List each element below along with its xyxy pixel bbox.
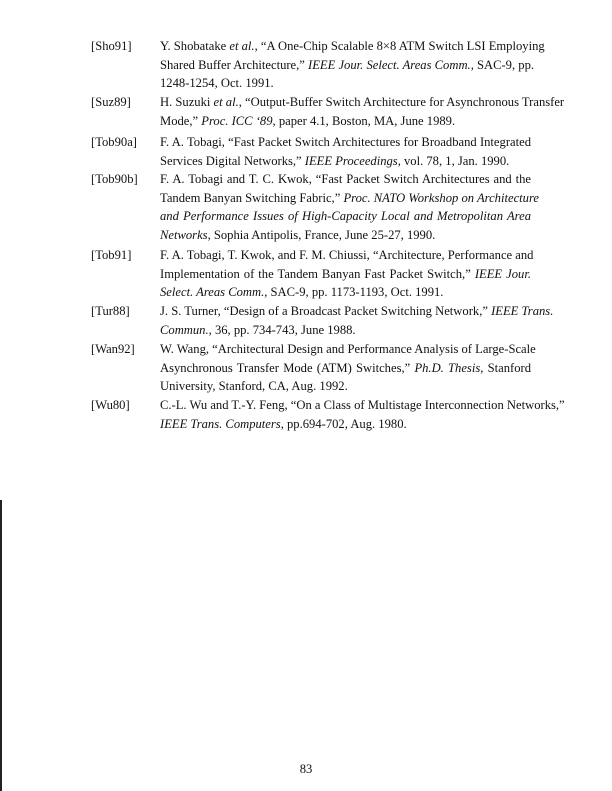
text: F. A. Tobagi, T. Kwok, and F. M. Chiussi, “Architecture, Performance and (160, 248, 534, 262)
reference-line (160, 207, 531, 226)
text: C.-L. Wu and T.-Y. Feng, “On a Class of Multistage Interconnection Networks,” (160, 398, 565, 412)
text: F. A. Tobagi and T. C. Kwok, “Fast Packet Switch Architectures and the (160, 172, 531, 186)
reference-line (160, 415, 531, 434)
italic-text: Networks (160, 227, 208, 242)
text: W. Wang, “Architectural Design and Performance Analysis of Large-Scale (160, 342, 536, 356)
reference-line (160, 226, 531, 245)
reference-line (160, 133, 531, 152)
reference-line (160, 321, 531, 340)
reference-label: [Tur88] (91, 304, 130, 318)
text: , 36, pp. 734-743, June 1988. (208, 322, 356, 337)
reference-label: [Suz89] (91, 95, 131, 109)
text: , SAC-9, pp. 1173-1193, Oct. 1991. (264, 285, 444, 300)
italic-text: Proc. NATO Workshop on Architecture (343, 190, 539, 205)
italic-text: Commun. (160, 322, 209, 337)
reference-text (160, 170, 539, 244)
text: Services Digital Networks,” (160, 153, 305, 168)
text: , pp.694-702, Aug. 1980. (280, 416, 407, 431)
text: , Sophia Antipolis, France, June 25-27, 1990. (207, 227, 436, 242)
reference-label: [Tob90a] (91, 135, 137, 149)
text: , “A One-Chip Scalable 8×8 ATM Switch LSI Employing (254, 39, 545, 53)
text: University, Stanford, CA, Aug. 1992. (160, 379, 348, 394)
italic-text: and Performance Issues of High-Capacity Local and Metropolitan Area (160, 209, 531, 224)
text: , “Output-Buffer Switch Architecture for Asynchronous Transfer (238, 95, 565, 109)
reference-line (160, 74, 531, 93)
page-number: 83 (299, 762, 313, 776)
text: , Stanford (480, 360, 531, 375)
italic-text: IEEE Trans. (491, 304, 554, 318)
reference-text (160, 340, 536, 396)
reference-label: [Wan92] (91, 342, 135, 356)
reference-line (160, 265, 531, 284)
reference-line (160, 112, 531, 131)
reference-line (160, 152, 531, 171)
reference-label: [Wu80] (91, 398, 130, 412)
italic-text: Ph.D. Thesis (414, 360, 481, 375)
text: Y. Shobatake (160, 39, 230, 53)
reference-line (160, 340, 536, 359)
reference-text (160, 37, 545, 93)
reference-text (160, 133, 531, 170)
page-edge-shadow (0, 500, 2, 791)
reference-line (160, 37, 545, 56)
text: Shared Buffer Architecture,” (160, 57, 309, 72)
reference-label: [Tob90b] (91, 172, 138, 186)
reference-line (160, 56, 535, 75)
italic-text: Proc. ICC ‘89 (201, 113, 273, 128)
italic-text: et al. (229, 39, 255, 53)
text: Asynchronous Transfer Mode (ATM) Switches,” (160, 360, 415, 375)
italic-text: IEEE Proceedings (304, 153, 398, 168)
reference-label: [Sho91] (91, 39, 132, 53)
reference-line (160, 170, 531, 189)
reference-line (160, 359, 531, 378)
text: F. A. Tobagi, “Fast Packet Switch Architectures for Broadband Integrated (160, 135, 531, 149)
text: Implementation of the Tandem Banyan Fast Packet Switch,” (160, 266, 475, 281)
text: , paper 4.1, Boston, MA, June 1989. (272, 113, 456, 128)
reference-line (160, 283, 531, 302)
text: Tandem Banyan Switching Fabric,” (160, 190, 344, 205)
reference-text (160, 93, 565, 130)
text: H. Suzuki (160, 95, 214, 109)
reference-label: [Tob91] (91, 248, 132, 262)
reference-text (160, 246, 534, 302)
text: 1248-1254, Oct. 1991. (160, 76, 274, 91)
reference-line (160, 246, 534, 265)
text: , vol. 78, 1, Jan. 1990. (397, 153, 510, 168)
italic-text: IEEE Jour. Select. Areas Comm. (308, 57, 471, 72)
reference-line (160, 396, 565, 415)
text: , SAC-9, pp. (470, 57, 535, 72)
reference-line (160, 302, 554, 321)
reference-text (160, 302, 554, 339)
reference-line (160, 93, 565, 112)
italic-text: Select. Areas Comm. (160, 285, 265, 300)
italic-text: IEEE Jour. (474, 266, 531, 281)
reference-text (160, 396, 565, 433)
reference-line (160, 189, 539, 208)
text: Mode,” (160, 113, 202, 128)
reference-line (160, 377, 531, 396)
italic-text: et al. (213, 95, 239, 109)
italic-text: IEEE Trans. Computers (160, 416, 281, 431)
text: J. S. Turner, “Design of a Broadcast Packet Switching Network,” (160, 304, 492, 318)
